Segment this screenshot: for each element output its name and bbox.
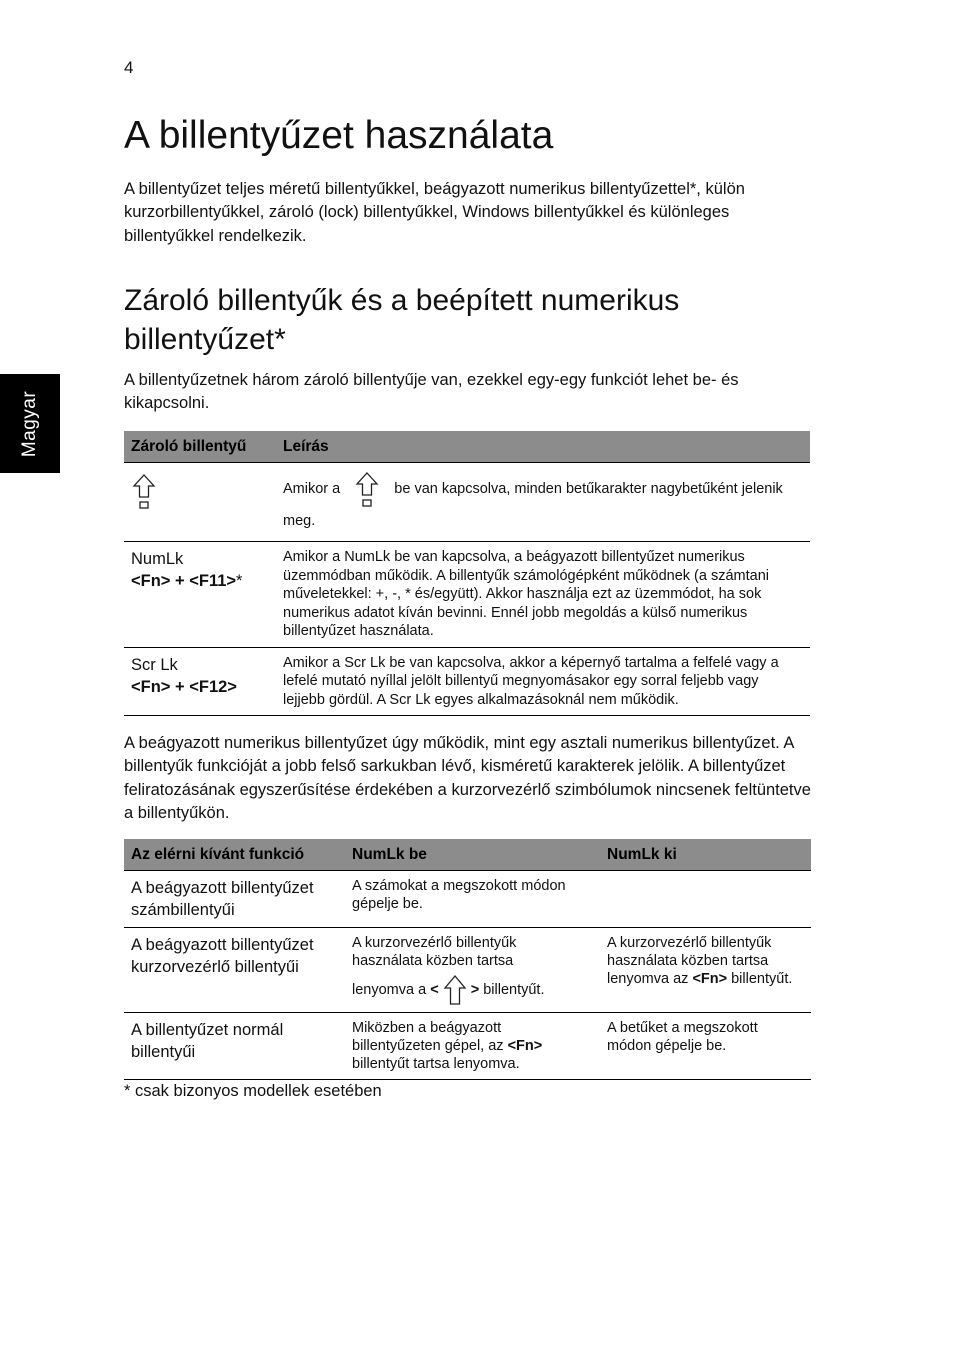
row3-numlk-off: A betűket a megszokott módon gépelje be. xyxy=(600,1013,811,1080)
language-tab xyxy=(0,374,60,473)
keypad-table-header xyxy=(124,839,811,871)
table-row xyxy=(124,647,810,716)
caps-desc-before: Amikor a xyxy=(283,480,341,497)
numlk-key-cell xyxy=(124,542,276,648)
caps-lock-icon xyxy=(131,473,157,509)
row2-numlk-on xyxy=(345,928,600,1013)
caps-lock-icon xyxy=(352,471,382,507)
table-row xyxy=(124,928,811,1013)
keypad-header-numlk-off: NumLk ki xyxy=(600,839,811,871)
keypad-header-numlk-on: NumLk be xyxy=(345,839,600,871)
table-row xyxy=(124,463,810,542)
scrlk-key-name: Scr Lk xyxy=(131,655,178,674)
intro-paragraph: A billentyűzet teljes méretű billentyűkkel, beágyazott numerikus billentyűzettel*, külön kurzorbillentyűkkel, zároló (lock) billentyűkkel, Windows billentyűkkel és különleges billentyűkkel rendelkezik. xyxy=(124,180,745,245)
scrlk-key-combo: <Fn> + <F12> xyxy=(131,677,237,696)
caps-lock-key-cell xyxy=(124,463,276,542)
section-intro: A billentyűzetnek három zároló billentyűje van, ezekkel egy-egy funkciót lehet be- és kikapcsolni. xyxy=(124,371,739,413)
numlk-key-combo: <Fn> + <F11> xyxy=(131,572,237,590)
keypad-header-function: Az elérni kívánt funkció xyxy=(124,839,345,871)
row2-on-pre: lenyomva a xyxy=(352,981,431,998)
numlk-key-name: NumLk xyxy=(131,550,184,568)
caps-lock-desc xyxy=(276,463,810,542)
row2-on-line2 xyxy=(352,974,590,1006)
row2-off-key: <Fn> xyxy=(692,971,728,987)
table-row xyxy=(124,542,810,648)
row1-numlk-on: A számokat a megszokott módon gépelje be. xyxy=(345,871,600,928)
section-title: Zároló billentyűk és a beépített numerikus billentyűzet* xyxy=(124,284,680,356)
numlk-combo-suffix: * xyxy=(236,572,243,590)
table-row xyxy=(124,1013,811,1080)
keypad-intro: A beágyazott numerikus billentyűzet úgy működik, mint egy asztali numerikus billentyűzet. A billentyűk funkcióját a jobb felső sarkukban lévő, kisméretű karakterek jelölik. A billentyűzet feliratozásának egyszerűsítése érdekében a kurzorvezérlő szimbólumok nincsenek feltüntetve a billentyűkön. xyxy=(124,734,811,823)
lock-table-header-desc: Leírás xyxy=(276,431,810,463)
language-tab-label: Magyar xyxy=(19,390,40,458)
scrlk-key-cell xyxy=(124,647,276,716)
caps-desc-after: be van kapcsolva, minden betűkarakter nagybetűként jelenik meg. xyxy=(283,480,783,529)
scrlk-desc: Amikor a Scr Lk be van kapcsolva, akkor a képernyő tartalma a felfelé vagy a lefelé mutató nyíllal jelölt billentyű megnyomásakor egy sorral feljebb vagy lejjebb gördül. A Scr Lk egyes alkalmazásoknál nem működik. xyxy=(276,647,810,716)
lock-table-header-key: Zároló billentyű xyxy=(124,431,276,463)
shift-icon xyxy=(443,974,467,1006)
row2-on-line1: A kurzorvezérlő billentyűk használata közben tartsa xyxy=(352,935,517,969)
row3-on-post: billentyűt tartsa lenyomva. xyxy=(352,1056,520,1072)
page-number: 4 xyxy=(124,58,134,77)
row3-numlk-on xyxy=(345,1013,600,1080)
row3-on-key: <Fn> xyxy=(507,1038,543,1054)
row2-on-post: billentyűt. xyxy=(479,981,545,998)
row1-numlk-off xyxy=(600,871,811,928)
keypad-table xyxy=(124,839,811,1080)
lock-keys-table xyxy=(124,431,810,716)
row2-on-gt: > xyxy=(470,981,480,998)
row2-off-pre: A kurzorvezérlő billentyűk használata közben tartsa lenyomva az xyxy=(607,935,772,987)
footnote: * csak bizonyos modellek esetében xyxy=(124,1082,382,1100)
row1-function: A beágyazott billentyűzet számbillentyűi xyxy=(124,871,345,928)
page-title: A billentyűzet használata xyxy=(124,114,554,157)
row3-on-pre: Miközben a beágyazott billentyűzeten gépel, az xyxy=(352,1020,508,1054)
numlk-desc: Amikor a NumLk be van kapcsolva, a beágyazott billentyűzet numerikus üzemmódban működik. A billentyűk számológépként működnek (a számtani műveletekkel: +, -, * és/együtt). Akkor használja ezt az üzemmódot, ha sok numerikus adatot kíván bevinni. Ennél jobb megoldás a külső numerikus billentyűzet használata. xyxy=(276,542,810,648)
row2-off-post: billentyűt. xyxy=(727,971,793,987)
row2-on-lt: < xyxy=(430,981,439,998)
row2-numlk-off xyxy=(600,928,811,1013)
numlk-key-combo-line xyxy=(131,570,276,592)
row2-function: A beágyazott billentyűzet kurzorvezérlő billentyűi xyxy=(124,928,345,1013)
table-row xyxy=(124,871,811,928)
row3-function: A billentyűzet normál billentyűi xyxy=(124,1013,345,1080)
lock-table-header xyxy=(124,431,810,463)
